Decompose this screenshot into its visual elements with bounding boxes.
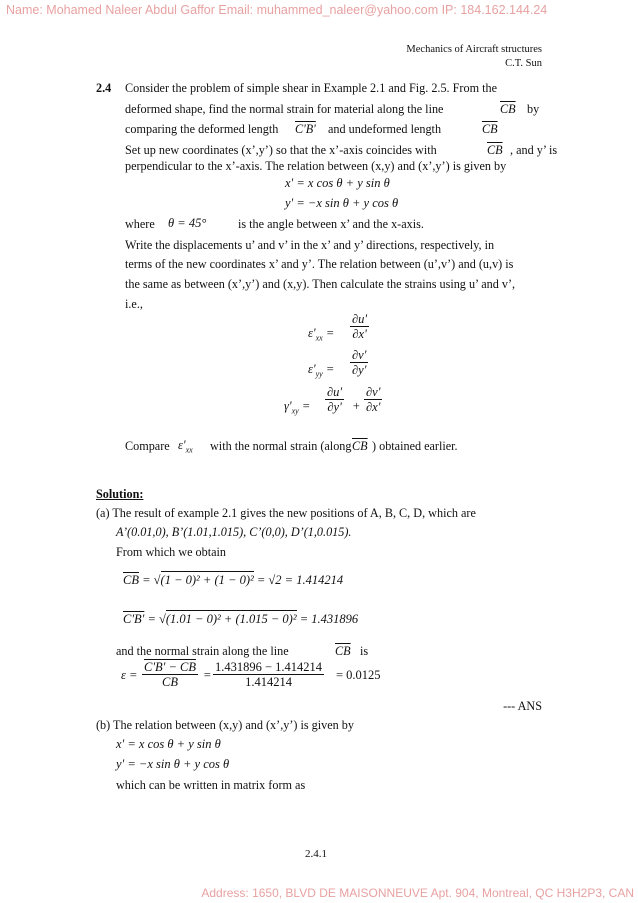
solution-a-from: From which we obtain [116, 545, 227, 559]
strain-yy-frac: $\frac{\partial v'}{\partial y'}$ [352, 348, 367, 377]
transform-eq-1: x' = x cos θ + y sin θ [285, 176, 390, 190]
problem-line-4: and undeformed length [328, 122, 442, 136]
problem-line-10: Write the displacements u’ and v’ in the x’ and y’ directions, respectively, in [125, 238, 495, 252]
plus-sign: + [352, 399, 361, 413]
page-number: 2.4.1 [305, 848, 327, 860]
solution-b-matrix: which can be written in matrix form as [116, 778, 306, 792]
segment-cb-4: $\overline{CB}$ [352, 439, 368, 453]
gamma-xy-symbol: $\gamma'_{xy}$ = [284, 399, 311, 416]
strain-text: and the normal strain along the line [116, 644, 289, 658]
strain-xx-frac: $\frac{\partial u'}{\partial x'}$ [352, 312, 368, 341]
answer-marker: --- ANS [503, 699, 542, 713]
epsilon-symbol: ε = [121, 668, 138, 682]
problem-line-13: i.e., [125, 297, 143, 311]
problem-line-3: comparing the deformed length [125, 122, 279, 136]
segment-cb-3: $\overline{CB}$ [487, 143, 503, 157]
problem-line-5: Set up new coordinates (x’,y’) so that the x’-axis coincides with [125, 143, 437, 157]
gamma-xy-frac-2: $\frac{\partial v'}{\partial x'}$ [366, 385, 381, 414]
watermark-bottom: Address: 1650, BLVD DE MAISONNEUVE Apt. 904, Montreal, QC H3H2P3, CAN [201, 886, 634, 900]
is-text: is [360, 644, 369, 658]
problem-line-6: , and y’ is [510, 143, 558, 157]
cb-calc: $\overline{CB} = √(1 - 0)^2 + (1 - 0)^2 = √2 = 1.414214$ [123, 573, 344, 587]
problem-line-16: ) obtained earlier. [372, 439, 458, 453]
problem-line-12: the same as between (x’,y’) and (x,y). Then calculate the strains using u’ and v’, [125, 277, 516, 291]
problem-line-7: perpendicular to the x’-axis. The relation between (x,y) and (x’,y’) is given by [125, 159, 507, 173]
theta-eq: θ = 45° [168, 216, 207, 230]
segment-cb: $\overline{CB}$ [500, 102, 516, 116]
solution-heading: Solution: [96, 487, 144, 501]
solution-b-line1: (b) The relation between (x,y) and (x’,y’) is given by [96, 718, 354, 732]
header-title: Mechanics of Aircraft structures [406, 44, 542, 55]
segment-cpbp: C'B' [295, 122, 316, 136]
problem-by: by [527, 102, 540, 116]
problem-line-1: Consider the problem of simple shear in Example 2.1 and Fig. 2.5. From the [125, 81, 497, 95]
watermark-top: Name: Mohamed Naleer Abdul Gaffor Email: muhammed_naleer@yahoo.com IP: 184.162.144.24 [6, 3, 548, 17]
problem-number: 2.4 [96, 81, 112, 95]
strain-symbolic-frac: $\frac{C'B' - CB}{CB}$ [144, 660, 196, 689]
equals-sign: = [203, 668, 212, 682]
problem-line-8: where [125, 217, 155, 231]
problem-line-9: is the angle between x’ and the x-axis. [238, 217, 424, 231]
gamma-xy-frac-1: $\frac{\partial u'}{\partial y'}$ [327, 385, 343, 414]
strain-xx-symbol: $\varepsilon'_{xx}$ = [308, 326, 335, 343]
solution-a-line1: (a) The result of example 2.1 gives the new positions of A, B, C, D, which are [96, 506, 476, 520]
problem-line-14: Compare [125, 439, 170, 453]
header-author: C.T. Sun [505, 58, 542, 69]
strain-result: = 0.0125 [336, 668, 381, 682]
compare-strain: $\varepsilon'_{xx}$ [178, 438, 193, 455]
segment-cb-5: $\overline{CB}$ [335, 644, 351, 658]
problem-line-15: with the normal strain (along [210, 439, 352, 453]
solution-b-eq1: x' = x cos θ + y sin θ [116, 737, 221, 751]
transform-eq-2: y' = −x sin θ + y cos θ [285, 196, 399, 210]
strain-yy-symbol: $\varepsilon'_{yy}$ = [308, 362, 335, 379]
solution-b-eq2: y' = −x sin θ + y cos θ [116, 757, 230, 771]
problem-line-2: deformed shape, find the normal strain for material along the line [125, 102, 444, 116]
problem-line-11: terms of the new coordinates x’ and y’. The relation between (u’,v’) and (u,v) is [125, 257, 514, 271]
cpbp-calc: C'B' = √(1.01 − 0)² + (1.015 − 0)² = 1.431896 [123, 612, 359, 626]
solution-a-points: A’(0.01,0), B’(1.01,1.015), C’(0,0), D’(1,0.015). [116, 525, 352, 539]
strain-numeric-frac: $\frac{1.431896 - 1.414214}{1.414214}$ [215, 660, 323, 689]
segment-cb-2: $\overline{CB}$ [482, 122, 498, 136]
